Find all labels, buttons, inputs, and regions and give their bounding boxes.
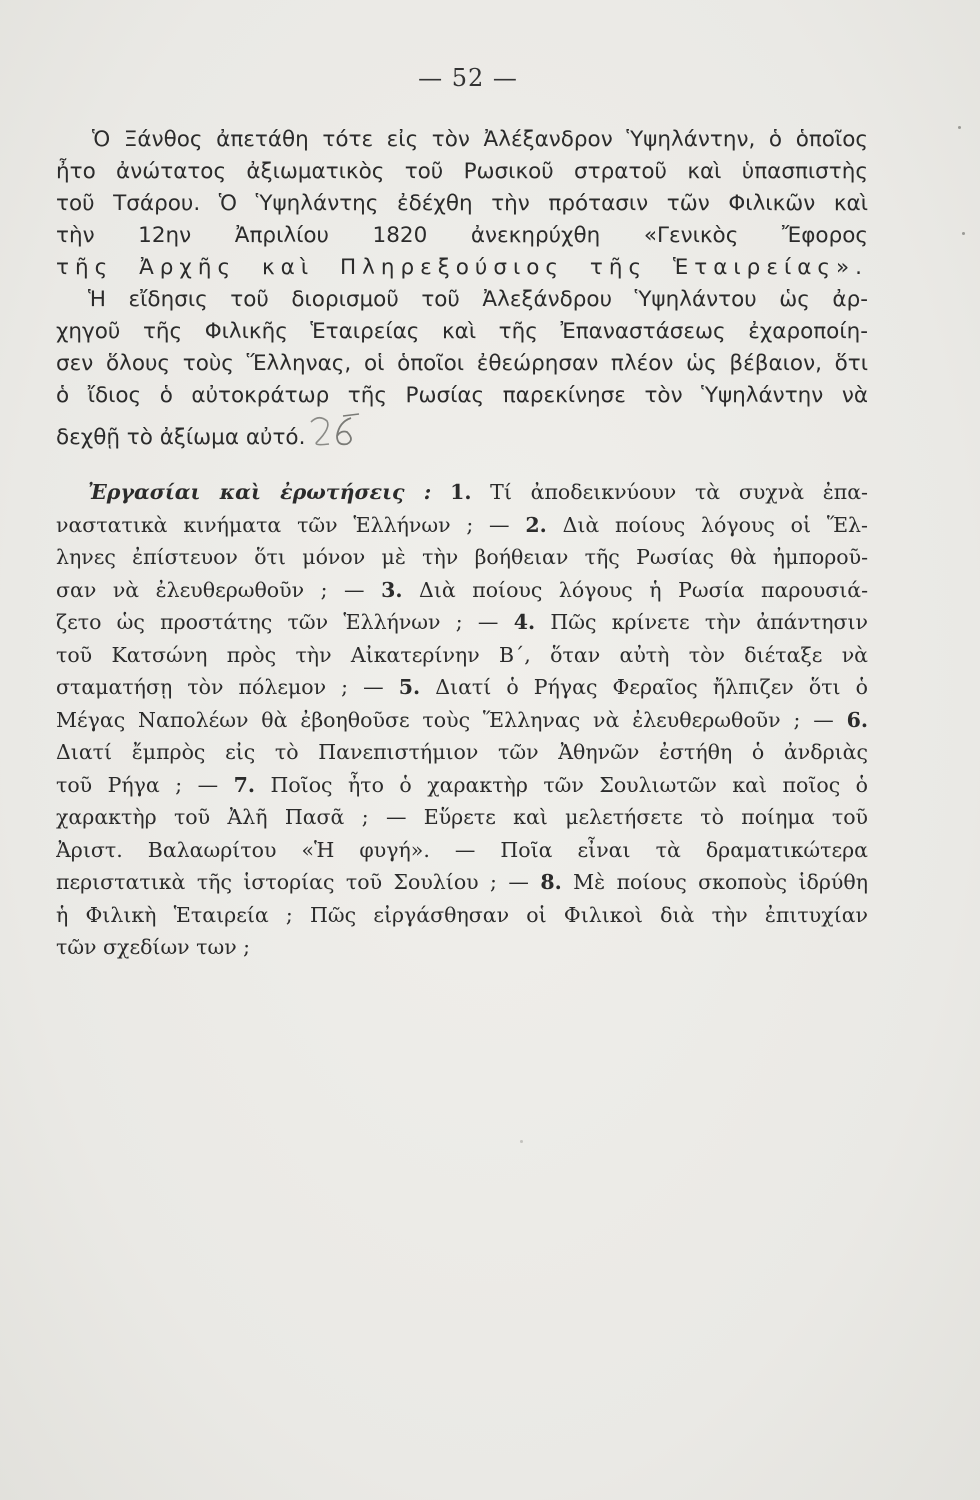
question-number: 1. (450, 480, 472, 504)
question-text: τῶν σχεδίων των ; (56, 935, 251, 959)
question-text: περιστατικὰ τῆς ἱστορίας τοῦ Σουλίου ; — (56, 870, 541, 894)
question-text: τοῦ Ρήγα ; — (56, 772, 234, 797)
question-number: 5. (398, 675, 421, 699)
question-line (56, 801, 868, 834)
question-text: Τί ἀποδεικνύουν τὰ συχνὰ ἐπα- (471, 480, 868, 504)
question-line (56, 509, 868, 542)
question-text: Ποῖος ἦτο ὁ χαρακτὴρ τῶν Σουλιωτῶν καὶ ποῖος ὁ (254, 772, 868, 797)
question-number: 2. (525, 512, 547, 537)
question-text: σταματήσῃ τὸν πόλεμον ; — (56, 675, 399, 699)
paper-speck (962, 232, 965, 235)
text-line: τοῦ Τσάρου. Ὁ Ὑψηλάντης ἐδέχθη τὴν πρότασιν τῶν Φιλικῶν καὶ (56, 191, 868, 216)
paper-speck (958, 126, 961, 129)
question-number: 6. (846, 707, 868, 732)
question-text: Ἀριστ. Βαλαωρίτου «Ἡ φυγή». — Ποῖα εἶναι τὰ δραματικώτερα (56, 837, 868, 862)
question-line (56, 769, 868, 802)
question-line (56, 639, 868, 672)
text-line: ὁ ἴδιος ὁ αὐτοκράτωρ τῆς Ρωσίας παρεκίνησε τὸν Ὑψηλάντην νὰ (56, 383, 868, 408)
question-text: Διὰ ποίους λόγους οἱ Ἕλ- (546, 512, 868, 537)
question-number: 7. (233, 772, 255, 797)
question-line (56, 899, 868, 932)
question-text: Μέγας Ναπολέων θὰ ἐβοηθοῦσε τοὺς Ἕλληνας νὰ ἐλευθερωθοῦν ; — (56, 707, 847, 732)
question-text: Διατί ὁ Ρήγας Φεραῖος ἤλπιζεν ὅτι ὁ (420, 675, 868, 699)
questions-heading: Ἐργασίαι καὶ ἐρωτήσεις : (88, 480, 432, 504)
paper-speck (520, 1140, 523, 1143)
question-text: ληνες ἐπίστευον ὅτι μόνον μὲ τὴν βοήθειαν τῆς Ρωσίας θὰ ἠμποροῦ- (56, 545, 868, 569)
question-line (56, 866, 868, 899)
question-line (56, 834, 868, 867)
question-text: ναστατικὰ κινήματα τῶν Ἑλλήνων ; — (56, 512, 526, 537)
question-text: σαν νὰ ἐλευθερωθοῦν ; — (56, 577, 382, 602)
text-line: ἦτο ἀνώτατος ἀξιωματικὸς τοῦ Ρωσικοῦ στρατοῦ καὶ ὑπασπιστὴς (56, 159, 868, 184)
question-line (56, 541, 868, 574)
handwritten-mark-drawing (307, 412, 367, 452)
question-line (56, 671, 868, 704)
question-line (56, 476, 868, 509)
handwritten-mark (307, 412, 367, 446)
question-number: 8. (540, 870, 562, 894)
page-number: — 52 — (418, 64, 518, 92)
question-text: Διατί ἔμπρὸς εἰς τὸ Πανεπιστήμιον τῶν Ἀθηνῶν ἐστήθη ὁ ἀνδριὰς (56, 740, 868, 764)
text-line: τῆς Ἀρχῆς καὶ Πληρεξούσιος τῆς Ἑταιρείας». (56, 255, 868, 280)
text-line: Ὁ Ξάνθος ἀπετάθη τότε εἰς τὸν Ἀλέξανδρον Ὑψηλάντην, ὁ ὁποῖος (92, 127, 868, 152)
question-line (56, 931, 868, 964)
question-line (56, 704, 868, 737)
paragraph-history (56, 124, 868, 454)
text-line: τὴν 12ην Ἀπριλίου 1820 ἀνεκηρύχθη «Γενικὸς Ἔφορος (56, 223, 868, 248)
text-line-content: δεχθῇ τὸ ἀξίωμα αὐτό. (56, 425, 306, 450)
question-line (56, 574, 868, 607)
question-number: 4. (513, 610, 536, 634)
question-text: χαρακτὴρ τοῦ Ἀλῆ Πασᾶ ; — Εὕρετε καὶ μελετήσετε τὸ ποίημα τοῦ (56, 805, 868, 829)
text-line-last (56, 412, 868, 454)
question-text: τοῦ Κατσώνη πρὸς τὴν Αἰκατερίνην Β΄, ὅταν αὐτὴ τὸν διέταξε νὰ (56, 642, 868, 667)
question-text: Μὲ ποίους σκοποὺς ἱδρύθη (561, 870, 868, 894)
question-text: Διὰ ποίους λόγους ἡ Ρωσία παρουσιά- (402, 577, 868, 602)
question-text: Πῶς κρίνετε τὴν ἀπάντησιν (535, 610, 868, 634)
text-line: σεν ὅλους τοὺς Ἕλληνας, οἱ ὁποῖοι ἐθεώρησαν πλέον ὡς βέβαιον, ὅτι (56, 351, 868, 376)
text-line: Ἡ εἴδησις τοῦ διορισμοῦ τοῦ Ἀλεξάνδρου Ὑψηλάντου ὡς ἀρ- (88, 287, 868, 312)
question-line (56, 606, 868, 639)
question-text: ζετο ὡς προστάτης τῶν Ἑλλήνων ; — (56, 610, 514, 634)
questions-section (56, 476, 868, 964)
question-line (56, 736, 868, 769)
text-line: χηγοῦ τῆς Φιλικῆς Ἑταιρείας καὶ τῆς Ἐπαναστάσεως ἐχαροποίη- (56, 319, 868, 344)
question-text: ἡ Φιλικὴ Ἑταιρεία ; Πῶς εἰργάσθησαν οἱ Φιλικοὶ διὰ τὴν ἐπιτυχίαν (56, 902, 868, 927)
question-number: 3. (381, 577, 403, 602)
